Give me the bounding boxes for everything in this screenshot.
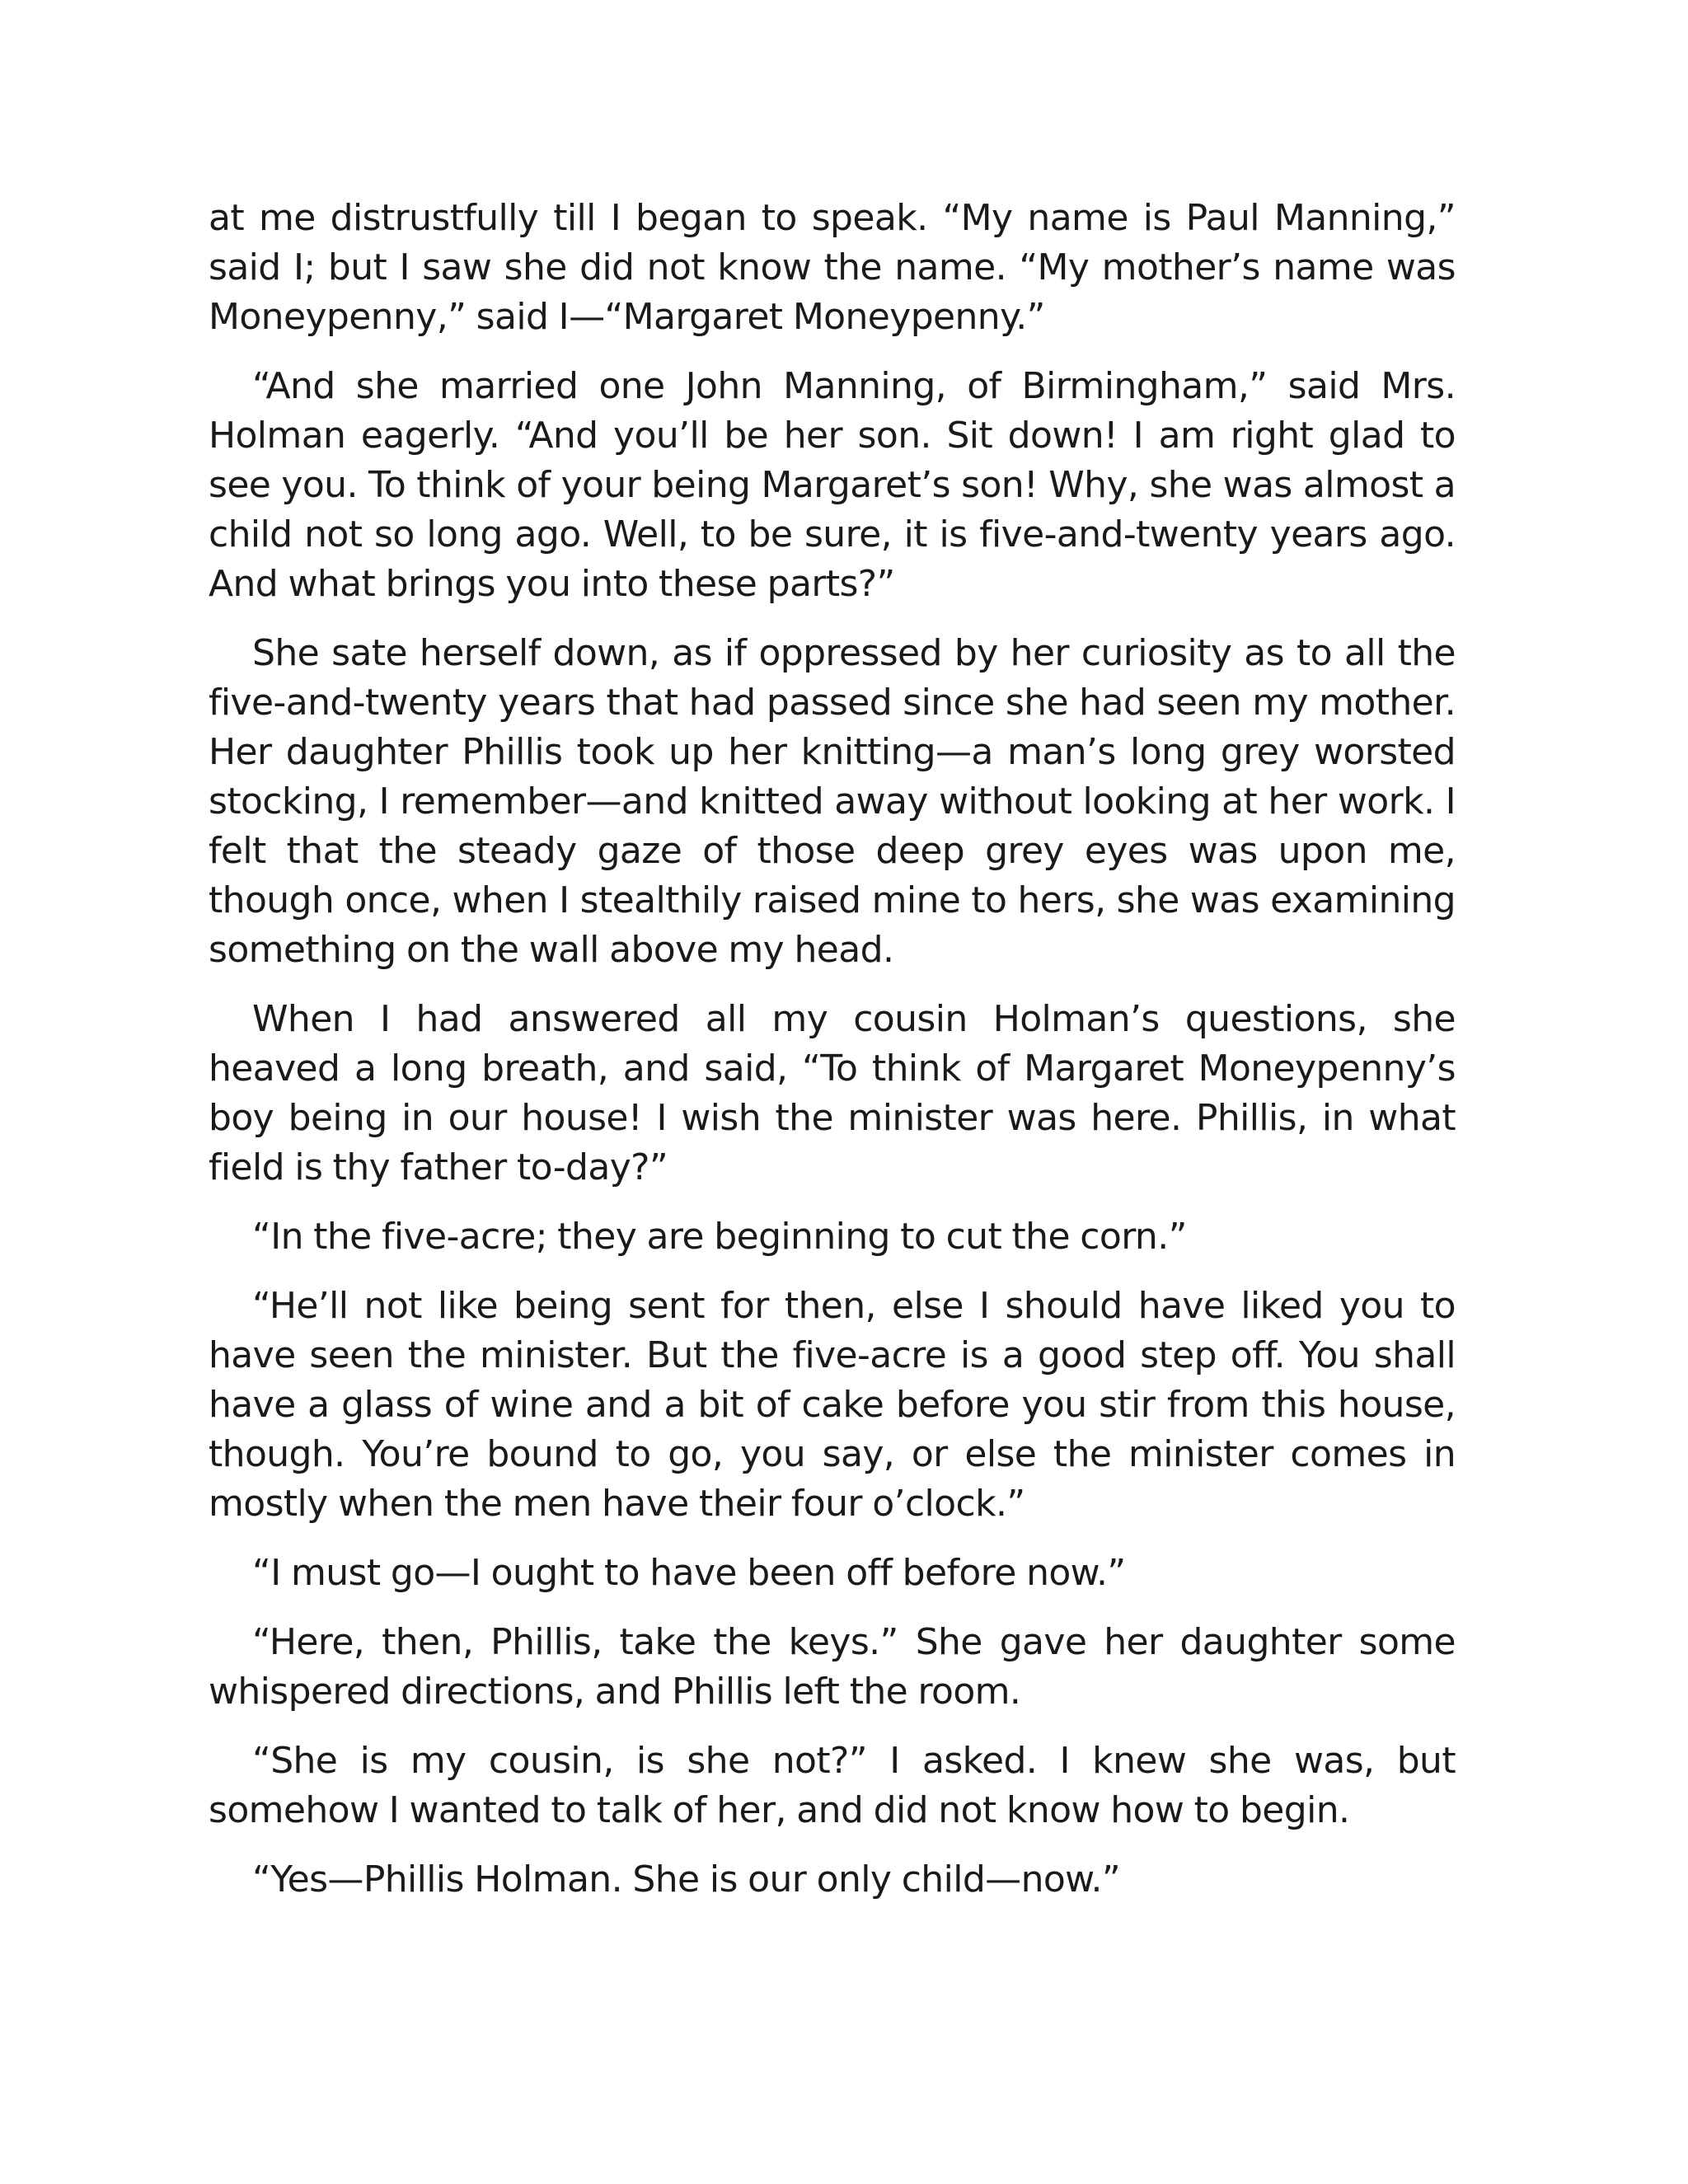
paragraph: “I must go—I ought to have been off before now.” — [252, 1552, 1126, 1594]
paragraph: She sate herself down, as if oppressed by her curiosity as to all the five-and-twenty years that had passed since she had seen my mother. Her daughter Phillis took up her knitting—a man’s long grey worsted stocking, I remember—and knitted away without looking at her work. I felt that the steady gaze of those deep grey eyes was upon me, though once, when I stealthily raised mine to hers, she was examining something on the wall above my head. — [209, 632, 1456, 971]
paragraph: “He’ll not like being sent for then, else I should have liked you to have seen the minister. But the five-acre is a good step off. You shall have a glass of wine and a bit of cake before you stir from this house, though. You’re bound to go, you say, or else the minister comes in mostly when the men have their four o’clock.” — [209, 1285, 1456, 1525]
paragraph: “Yes—Phillis Holman. She is our only child—now.” — [252, 1858, 1121, 1900]
body-text — [209, 194, 1456, 1924]
paragraph: “In the five-acre; they are beginning to cut the corn.” — [252, 1216, 1187, 1258]
paragraph: When I had answered all my cousin Holman’s questions, she heaved a long breath, and said, “To think of Margaret Moneypenny’s boy being in our house! I wish the minister was here. Phillis, in what field is thy father to-day?” — [209, 998, 1456, 1188]
paragraph: “And she married one John Manning, of Birmingham,” said Mrs. Holman eagerly. “And you’ll be her son. Sit down! I am right glad to see you. To think of your being Margaret’s son! Why, she was almost a child not so long ago. Well, to be sure, it is five-and-twenty years ago. And what brings you into these parts?” — [209, 365, 1456, 605]
paragraph: at me distrustfully till I began to speak. “My name is Paul Manning,” said I; but I saw she did not know the name. “My mother’s name was Moneypenny,” said I—“Margaret Moneypenny.” — [209, 197, 1456, 338]
paragraph: “Here, then, Phillis, take the keys.” She gave her daughter some whispered directions, and Phillis left the room. — [209, 1621, 1456, 1713]
paragraph: “She is my cousin, is she not?” I asked. I knew she was, but somehow I wanted to talk of her, and did not know how to begin. — [209, 1740, 1456, 1831]
